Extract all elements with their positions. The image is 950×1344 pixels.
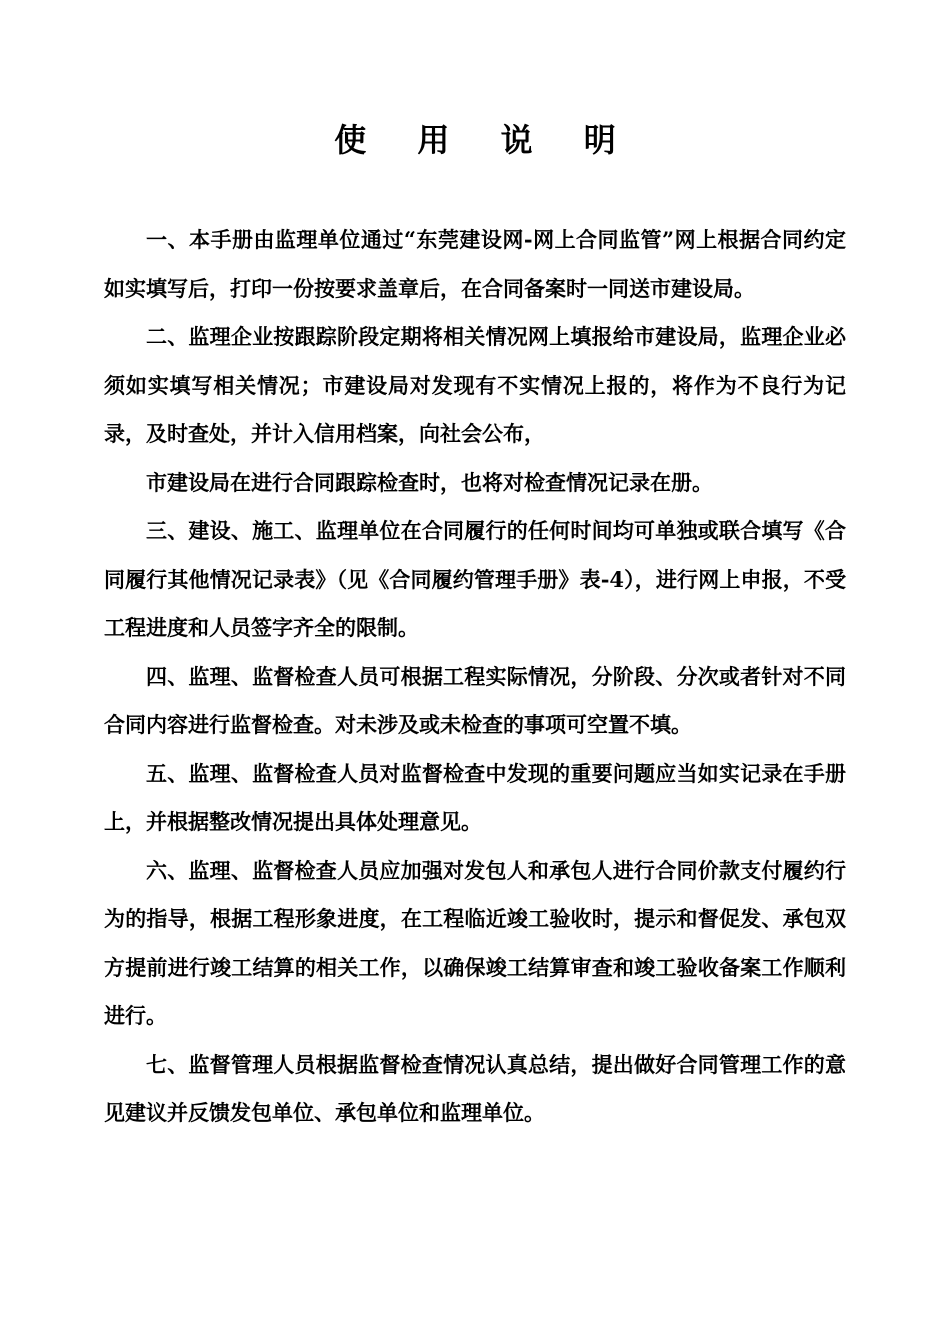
paragraph-7: 七、监督管理人员根据监督检查情况认真总结，提出做好合同管理工作的意见建议并反馈发包单位、承包单位和监理单位。 xyxy=(104,1051,846,1125)
paragraph-1: 一、本手册由监理单位通过“东莞建设网-网上合同监管”网上根据合同约定如实填写后，打印一份按要求盖章后，在合同备案时一同送市建设局。 xyxy=(104,227,846,301)
document-body xyxy=(104,216,846,1138)
paragraph-4: 四、监理、监督检查人员可根据工程实际情况，分阶段、分次或者针对不同合同内容进行监督检查。对未涉及或未检查的事项可空置不填。 xyxy=(104,663,846,737)
paragraph-5: 五、监理、监督检查人员对监督检查中发现的重要问题应当如实记录在手册上，并根据整改情况提出具体处理意见。 xyxy=(104,760,846,834)
paragraph-2: 二、监理企业按跟踪阶段定期将相关情况网上填报给市建设局，监理企业必须如实填写相关情况；市建设局对发现有不实情况上报的，将作为不良行为记录，及时查处，并计入信用档案，向社会公布， xyxy=(104,324,846,446)
paragraph-3: 三、建设、施工、监理单位在合同履行的任何时间均可单独或联合填写《合同履行其他情况记录表》（见《合同履约管理手册》表-4），进行网上申报，不受工程进度和人员签字齐全的限制。 xyxy=(104,518,846,640)
page-title: 使 用 说 明 xyxy=(334,121,636,159)
paragraph-6: 六、监理、监督检查人员应加强对发包人和承包人进行合同价款支付履约行为的指导，根据工程形象进度，在工程临近竣工验收时，提示和督促发、承包双方提前进行竣工结算的相关工作，以确保竣工结算审查和竣工验收备案工作顺利进行。 xyxy=(104,857,846,1028)
paragraph-2-continued: 市建设局在进行合同跟踪检查时，也将对检查情况记录在册。 xyxy=(146,469,713,495)
